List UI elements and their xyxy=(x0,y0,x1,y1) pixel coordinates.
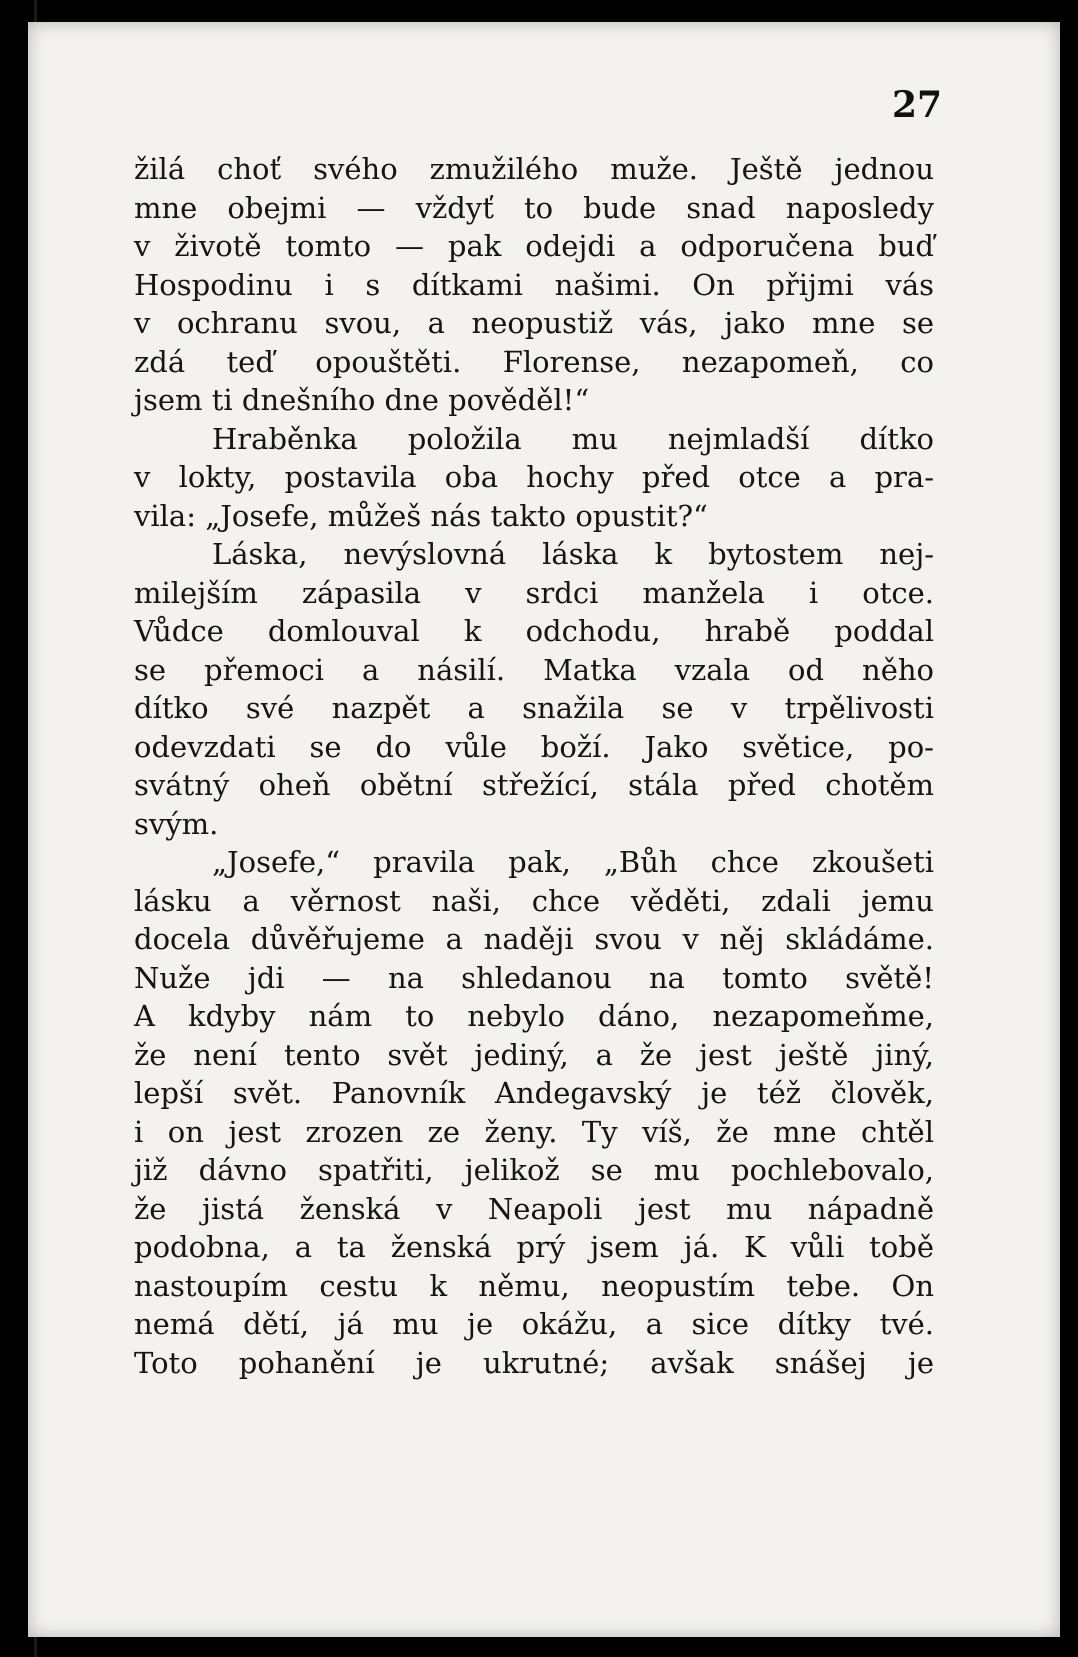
text-line: že jistá ženská v Neapoli jest mu nápadně xyxy=(134,1191,934,1226)
text-line: žilá choť svého zmužilého muže. Ještě jednou xyxy=(134,152,934,186)
text-line: Vůdce domlouval k odchodu, hrabě poddal xyxy=(134,614,934,648)
text-line: zdá teď opouštěti. Florense, nezapomeň, co xyxy=(134,344,934,379)
text-line: i on jest zrozen ze ženy. Ty víš, že mne chtěl xyxy=(134,1114,934,1149)
text-line: se přemoci a násilí. Matka vzala od něho xyxy=(134,652,934,687)
text-line: mne obejmi — vždyť to bude snad naposledy xyxy=(134,190,934,225)
text-line: nastoupím cestu k němu, neopustím tebe. On xyxy=(134,1268,934,1303)
text-line: A kdyby nám to nebylo dáno, nezapomeňme, xyxy=(134,999,934,1033)
text-line: podobna, a ta ženská prý jsem já. K vůli tobě xyxy=(134,1230,934,1264)
text-line: svým. xyxy=(134,806,219,841)
text-line: jsem ti dnešního dne pověděl!“ xyxy=(134,383,590,417)
text-line: Nuže jdi — na shledanou na tomto světě! xyxy=(134,960,934,995)
text-line: docela důvěřujeme a naději svou v něj skládáme. xyxy=(134,922,934,956)
page-number: 27 xyxy=(892,84,943,126)
text-line: Hraběnka položila mu nejmladší dítko xyxy=(212,421,934,456)
text-line: Láska, nevýslovná láska k bytostem nej- xyxy=(212,537,934,571)
body-text xyxy=(134,150,934,1382)
text-line: dítko své nazpět a snažila se v trpělivosti xyxy=(134,691,934,725)
text-line: milejším zápasila v srdci manžela i otce. xyxy=(134,575,934,610)
text-line: vila: „Josefe, můžeš nás takto opustit?“ xyxy=(134,498,708,533)
text-line: v lokty, postavila oba hochy před otce a pra- xyxy=(134,460,934,494)
text-line: svátný oheň obětní střežící, stála před chotěm xyxy=(134,768,934,802)
text-line: odevzdati se do vůle boží. Jako světice, po- xyxy=(134,729,934,764)
text-line: lepší svět. Panovník Andegavský je též člověk, xyxy=(134,1076,934,1110)
text-line: v ochranu svou, a neopustiž vás, jako mne se xyxy=(134,306,934,340)
text-line: že není tento svět jediný, a že jest ještě jiný, xyxy=(134,1037,934,1072)
text-line: již dávno spatřiti, jelikož se mu pochlebovalo, xyxy=(134,1153,934,1187)
text-line: „Josefe,“ pravila pak, „Bůh chce zkoušeti xyxy=(212,845,934,879)
text-line: nemá dětí, já mu je okážu, a sice dítky tvé. xyxy=(134,1307,934,1341)
text-line: Toto pohanění je ukrutné; avšak snášej je xyxy=(134,1345,934,1380)
text-line: Hospodinu i s dítkami našimi. On přijmi vás xyxy=(134,267,934,302)
text-line: v životě tomto — pak odejdi a odporučena buď xyxy=(134,229,934,263)
text-line: lásku a věrnost naši, chce věděti, zdali jemu xyxy=(134,883,934,918)
